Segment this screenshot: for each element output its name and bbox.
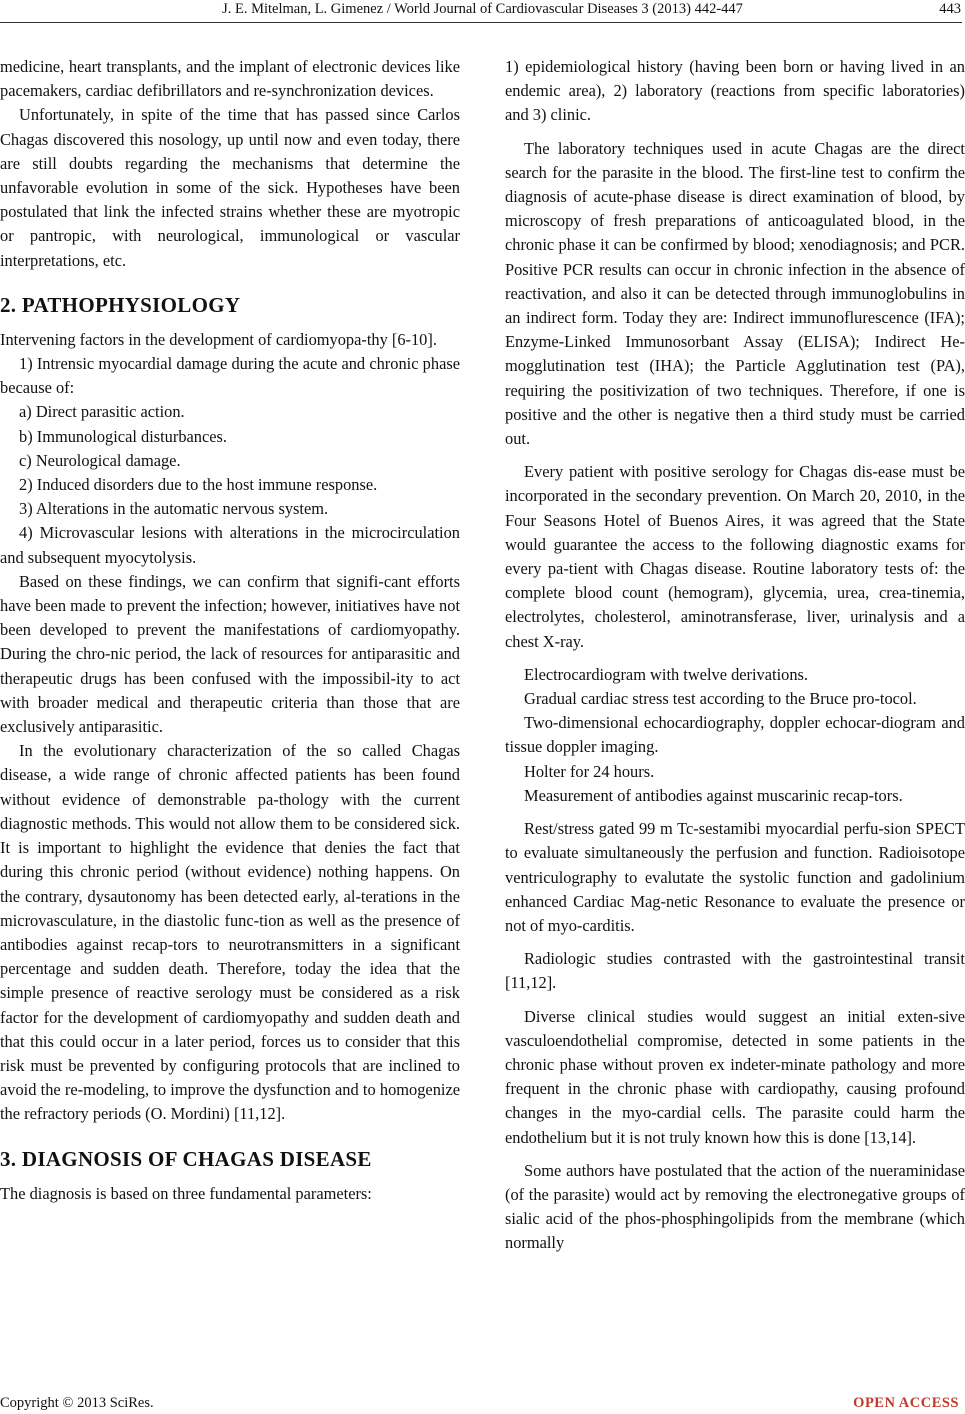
paragraph: Measurement of antibodies against muscarinic recap-tors. xyxy=(524,785,903,805)
running-title: J. E. Mitelman, L. Gimenez / World Journal of Cardiovascular Diseases 3 (2013) 442-447 xyxy=(222,1,743,17)
list-item: 1) Intrensic myocardial damage during the acute and chronic phase because of: xyxy=(0,354,460,398)
paragraph: The laboratory techniques used in acute Chagas are the direct search for the parasite in the blood. The first-line test to confirm the diagnosis of acute-phase disease is direct examination of blood, by microscopy of fresh preparations of anticoagulated blood, in the chronic phase it can be confirmed by blood; xenodiagnosis; and PCR. Positive PCR results can occur in chronic infection in the absence of reactivation, and also it can be detected through immunoglobulins in an indirect form. Today they are: Indirect immunoflurescence (IFA); Enzyme-Linked Immunosorbant Assay (ELISA); Indirect He-mogglutination test (IHA); the Particle Agglutination test (PA), requiring the positivization of two techniques. Therefore, if one is positive and the other is negative then a third study must be carried out. xyxy=(505,138,965,449)
page-footer xyxy=(0,1395,965,1414)
page-header xyxy=(0,0,965,26)
section-heading-pathophysiology: 2. PATHOPHYSIOLOGY xyxy=(0,292,241,317)
paragraph: Two-dimensional echocardiography, doppler echocar-diogram and tissue doppler imaging. xyxy=(505,713,965,757)
paragraph: Diverse clinical studies would suggest an initial exten-sive vasculoendothelial compromise, detected in some patients in the chronic phase without proven ex indeter-minate pathology and more frequent in the chronic phase with cardiopathy, causing profound changes in the myo-cardial cells. The parasite could harm the endothelium but it is not truly known how this is done [13,14]. xyxy=(505,1006,965,1147)
header-rule xyxy=(0,22,962,23)
list-item: b) Immunological disturbances. xyxy=(19,426,228,446)
list-item: 4) Microvascular lesions with alterations in the microcirculation and subsequent myocytolysis. xyxy=(0,523,460,567)
paragraph: Intervening factors in the development of cardiomyopa-thy [6-10]. xyxy=(0,329,437,349)
paragraph: Every patient with positive serology for Chagas dis-ease must be incorporated in the secondary prevention. On March 20, 2010, in the Four Seasons Hotel of Buenos Aires, it was agreed that the State would guarantee the access to the following diagnostic exams for every pa-tient with Chagas disease. Routine laboratory tests of: the complete blood count (hemogram), glycemia, urea, crea-tinemia, electrolytes, cholesterol, aminotransferase, liver, urinalysis and a chest X-ray. xyxy=(505,462,965,651)
paragraph: Some authors have postulated that the action of the nueraminidase (of the parasite) would act by removing the electronegative groups of sialic acid of the phos-phosphingolipids from the membrane (which normally xyxy=(505,1160,965,1253)
paragraph: The diagnosis is based on three fundamental parameters: xyxy=(0,1183,372,1203)
left-column xyxy=(0,55,460,1206)
paragraph: medicine, heart transplants, and the implant of electronic devices like pacemakers, cardiac defibrillators and re-synchronization devices. xyxy=(0,57,460,101)
paragraph: Gradual cardiac stress test according to the Bruce pro-tocol. xyxy=(524,689,917,709)
paragraph: Holter for 24 hours. xyxy=(524,761,655,781)
paragraph: In the evolutionary characterization of the so called Chagas disease, a wide range of chronic affected patients has been found without evidence of demonstrable pa-thology with the current diagnostic methods. This would not allow them to be considered sick. It is important to highlight the evidence that denies the fact that during this chronic period (without evidence) nothing happens. On the contrary, dysautonomy has been detected early, al-terations in the microvasculature, in the diastolic func-tion as well as the presence of antibodies against recap-tors to neurotransmitters in a significant percentage and sudden death. Therefore, today the idea that the simple presence of reactive serology must be considered as a risk factor for the development of cardiomyopathy and sudden death and that this could occur in a later period, forces us to consider that this risk must be prevented by configuring protocols that are inclined to avoid the re-modeling, to improve the dysfunction and to homogenize the refractory periods (O. Mordini) [11,12]. xyxy=(0,741,460,1124)
section-heading-diagnosis: 3. DIAGNOSIS OF CHAGAS DISEASE xyxy=(0,1146,372,1171)
paragraph: Rest/stress gated 99 m Tc-sestamibi myocardial perfu-sion SPECT to evaluate simultaneously the perfusion and function. Radioisotope ventriculography to evalutate the systolic function and gadolinium enhanced Cardiac Mag-netic Resonance to evaluate the presence or not of myo-carditis. xyxy=(505,819,965,935)
open-access-label: OPEN ACCESS xyxy=(853,1395,959,1411)
right-column xyxy=(505,55,965,1256)
paragraph: Based on these findings, we can confirm that signifi-cant efforts have been made to prevent the infection; however, initiatives have not been developed to prevent the manifestations of cardiomyopathy. During the chro-nic period, the lack of resources for antiparasitic and therapeutic drugs has been confused with the impossibil-ity to act with broader medical and therapeutic criteria than those that are exclusively antiparasitic. xyxy=(0,571,460,737)
paragraph: Unfortunately, in spite of the time that has passed since Carlos Chagas discovered this nosology, up until now and even today, there are still doubts regarding the mechanisms that determine the unfavorable evolution in some of the sick. Hypotheses have been postulated that link the infected strains whether these are myotropic or pantropic, with neurological, immunological or vascular interpretations, etc. xyxy=(0,105,460,270)
list-item: c) Neurological damage. xyxy=(19,450,181,470)
list-item: 2) Induced disorders due to the host immune response. xyxy=(19,475,378,495)
paragraph: 1) epidemiological history (having been born or having lived in an endemic area), 2) laboratory (reactions from specific laboratories) and 3) clinic. xyxy=(505,57,965,125)
list-item: 3) Alterations in the automatic nervous system. xyxy=(19,499,329,519)
list-item: a) Direct parasitic action. xyxy=(19,402,185,422)
paragraph: Radiologic studies contrasted with the gastrointestinal transit [11,12]. xyxy=(505,949,965,993)
paragraph: Electrocardiogram with twelve derivations. xyxy=(524,664,809,684)
page-number: 443 xyxy=(939,1,961,17)
copyright-notice: Copyright © 2013 SciRes. xyxy=(0,1395,154,1411)
